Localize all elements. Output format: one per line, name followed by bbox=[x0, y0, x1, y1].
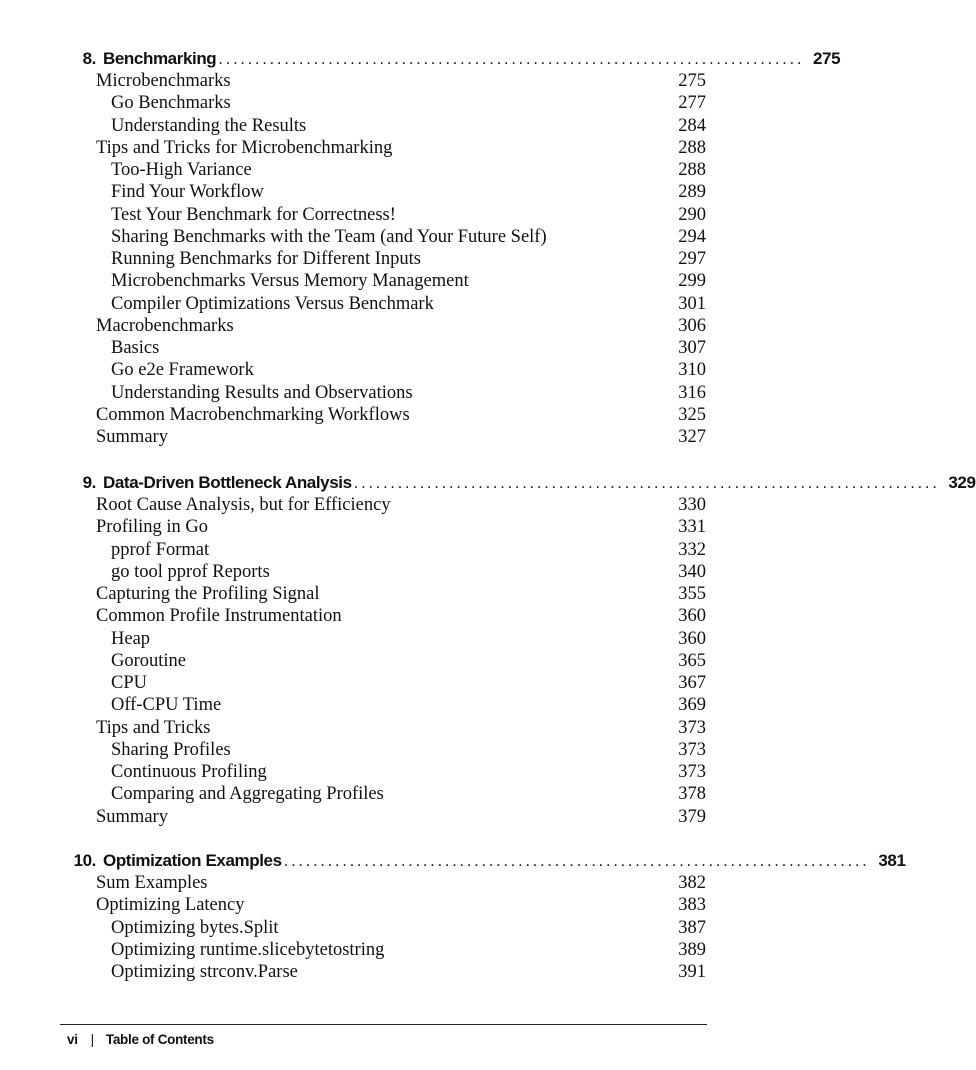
page-footer bbox=[67, 1030, 214, 1050]
toc-entry-page-number: 310 bbox=[678, 360, 706, 381]
toc-entry-page-number: 277 bbox=[678, 93, 706, 114]
toc-entry-page-number: 289 bbox=[678, 182, 706, 203]
toc-entry-page-number: 391 bbox=[678, 962, 706, 982]
toc-chapter-heading[interactable] bbox=[60, 45, 841, 69]
toc-subsection-entry[interactable]: Go Benchmarks bbox=[111, 93, 231, 114]
chapter-title: Benchmarking bbox=[103, 49, 217, 68]
toc-entry-page-number: 299 bbox=[678, 271, 706, 292]
toc-section-entry[interactable]: Summary bbox=[96, 427, 168, 447]
toc-subsection-entry[interactable]: Heap bbox=[111, 628, 151, 649]
toc-entry-page-number: 379 bbox=[678, 806, 706, 827]
toc-entry-page-number: 297 bbox=[678, 249, 706, 269]
toc-entry-page-number: 275 bbox=[678, 71, 706, 91]
toc-subsection-entry[interactable]: Too-High Variance bbox=[111, 160, 252, 180]
toc-subsection-entry[interactable]: Optimizing runtime.slicebytetostring bbox=[111, 939, 385, 960]
toc-entry-page-number: 373 bbox=[678, 717, 706, 738]
toc-entry-page-number: 332 bbox=[678, 539, 706, 560]
dot-leader: ................................................................................ bbox=[283, 851, 870, 870]
toc-subsection-entry[interactable]: Goroutine bbox=[111, 650, 187, 671]
toc-entry-page-number: 382 bbox=[678, 873, 706, 893]
footer-section-title: Table of Contents bbox=[105, 1032, 214, 1047]
chapter-title: Optimization Examples bbox=[103, 851, 282, 870]
toc-entry-page-number: 389 bbox=[678, 939, 706, 960]
toc-entry-page-number: 301 bbox=[678, 293, 706, 314]
toc-entry-page-number: 340 bbox=[678, 561, 706, 582]
chapter-title: Data-Driven Bottleneck Analysis bbox=[103, 473, 352, 492]
chapter-number: 10. bbox=[73, 851, 96, 870]
toc-section-entry[interactable]: Summary bbox=[96, 806, 168, 827]
toc-entry-page-number: 373 bbox=[678, 762, 706, 782]
toc-entry-page-number: 360 bbox=[678, 628, 706, 649]
toc-entry-page-number: 307 bbox=[678, 338, 706, 358]
toc-subsection-entry[interactable]: Microbenchmarks Versus Memory Management bbox=[111, 271, 469, 292]
toc-section-entry[interactable]: Root Cause Analysis, but for Efficiency bbox=[96, 495, 391, 515]
toc-section-entry[interactable]: Optimizing Latency bbox=[96, 895, 245, 916]
toc-entry-page-number: 288 bbox=[678, 137, 706, 158]
toc-entry-page-number: 306 bbox=[678, 315, 706, 336]
toc-subsection-entry[interactable]: Compiler Optimizations Versus Benchmark bbox=[111, 293, 434, 314]
toc-chapter-heading[interactable] bbox=[60, 469, 976, 493]
toc-section-entry[interactable]: Microbenchmarks bbox=[96, 71, 231, 91]
toc-subsection-entry[interactable]: Basics bbox=[111, 338, 160, 358]
footer-separator: | bbox=[90, 1032, 94, 1047]
toc-entry-page-number: 360 bbox=[678, 606, 706, 627]
chapter-page-number: 275 bbox=[812, 49, 841, 68]
toc-section-entry[interactable]: Common Profile Instrumentation bbox=[96, 606, 342, 627]
toc-entry-page-number: 373 bbox=[678, 739, 706, 760]
toc-entry-page-number: 290 bbox=[678, 204, 706, 225]
toc-entry-page-number: 288 bbox=[678, 160, 706, 180]
toc-subsection-entry[interactable]: pprof Format bbox=[111, 539, 210, 560]
toc-section-entry[interactable]: Common Macrobenchmarking Workflows bbox=[96, 404, 410, 425]
toc-subsection-entry[interactable]: go tool pprof Reports bbox=[111, 561, 270, 582]
toc-subsection-entry[interactable]: Off-CPU Time bbox=[111, 695, 222, 716]
chapter-number: 8. bbox=[82, 49, 96, 68]
toc-subsection-entry[interactable]: Comparing and Aggregating Profiles bbox=[111, 784, 384, 805]
footer-page-number: vi bbox=[67, 1032, 78, 1047]
dot-leader: ................................................................................ bbox=[353, 473, 940, 492]
toc-subsection-entry[interactable]: Continuous Profiling bbox=[111, 762, 267, 782]
toc-entry-page-number: 284 bbox=[678, 115, 706, 136]
chapter-number: 9. bbox=[82, 473, 96, 492]
toc-section-entry[interactable]: Profiling in Go bbox=[96, 517, 209, 538]
toc-subsection-entry[interactable]: Test Your Benchmark for Correctness! bbox=[111, 204, 396, 225]
dot-leader: ................................................................................ bbox=[218, 49, 805, 68]
toc-subsection-entry[interactable]: Find Your Workflow bbox=[111, 182, 264, 203]
toc-subsection-entry[interactable]: Sharing Benchmarks with the Team (and Your Future Self) bbox=[111, 226, 547, 247]
toc-entry-page-number: 327 bbox=[678, 427, 706, 447]
toc-entry-page-number: 387 bbox=[678, 917, 706, 938]
toc-entry-page-number: 378 bbox=[678, 784, 706, 805]
toc-entry-page-number: 355 bbox=[678, 584, 706, 604]
toc-subsection-entry[interactable]: Understanding Results and Observations bbox=[111, 382, 413, 403]
toc-subsection-entry[interactable]: Optimizing strconv.Parse bbox=[111, 962, 298, 982]
toc-entry-page-number: 331 bbox=[678, 517, 706, 538]
toc-subsection-entry[interactable]: Understanding the Results bbox=[111, 115, 307, 136]
toc-section-entry[interactable]: Macrobenchmarks bbox=[96, 315, 234, 336]
toc-subsection-entry[interactable]: Sharing Profiles bbox=[111, 739, 231, 760]
toc-subsection-entry[interactable]: Optimizing bytes.Split bbox=[111, 917, 279, 938]
toc-entry-page-number: 325 bbox=[678, 404, 706, 425]
toc-section-entry[interactable]: Sum Examples bbox=[96, 873, 208, 893]
toc-entry-page-number: 367 bbox=[678, 673, 706, 693]
toc-subsection-entry[interactable]: Go e2e Framework bbox=[111, 360, 254, 381]
toc-entry-page-number: 330 bbox=[678, 495, 706, 515]
toc-chapter-heading[interactable] bbox=[60, 847, 906, 871]
chapter-page-number: 381 bbox=[878, 851, 906, 870]
toc-entry-page-number: 316 bbox=[678, 382, 706, 403]
toc-subsection-entry[interactable]: Running Benchmarks for Different Inputs bbox=[111, 249, 421, 269]
chapter-page-number: 329 bbox=[948, 473, 976, 492]
footer-rule bbox=[60, 1024, 707, 1025]
toc-entry-page-number: 383 bbox=[678, 895, 706, 916]
toc-entry-page-number: 365 bbox=[678, 650, 706, 671]
toc-entry-page-number: 369 bbox=[678, 695, 706, 716]
toc-section-entry[interactable]: Capturing the Profiling Signal bbox=[96, 584, 320, 604]
toc-section-entry[interactable]: Tips and Tricks for Microbenchmarking bbox=[96, 137, 393, 158]
toc-entry-page-number: 294 bbox=[678, 226, 706, 247]
toc-section-entry[interactable]: Tips and Tricks bbox=[96, 717, 211, 738]
toc-subsection-entry[interactable]: CPU bbox=[111, 673, 147, 693]
